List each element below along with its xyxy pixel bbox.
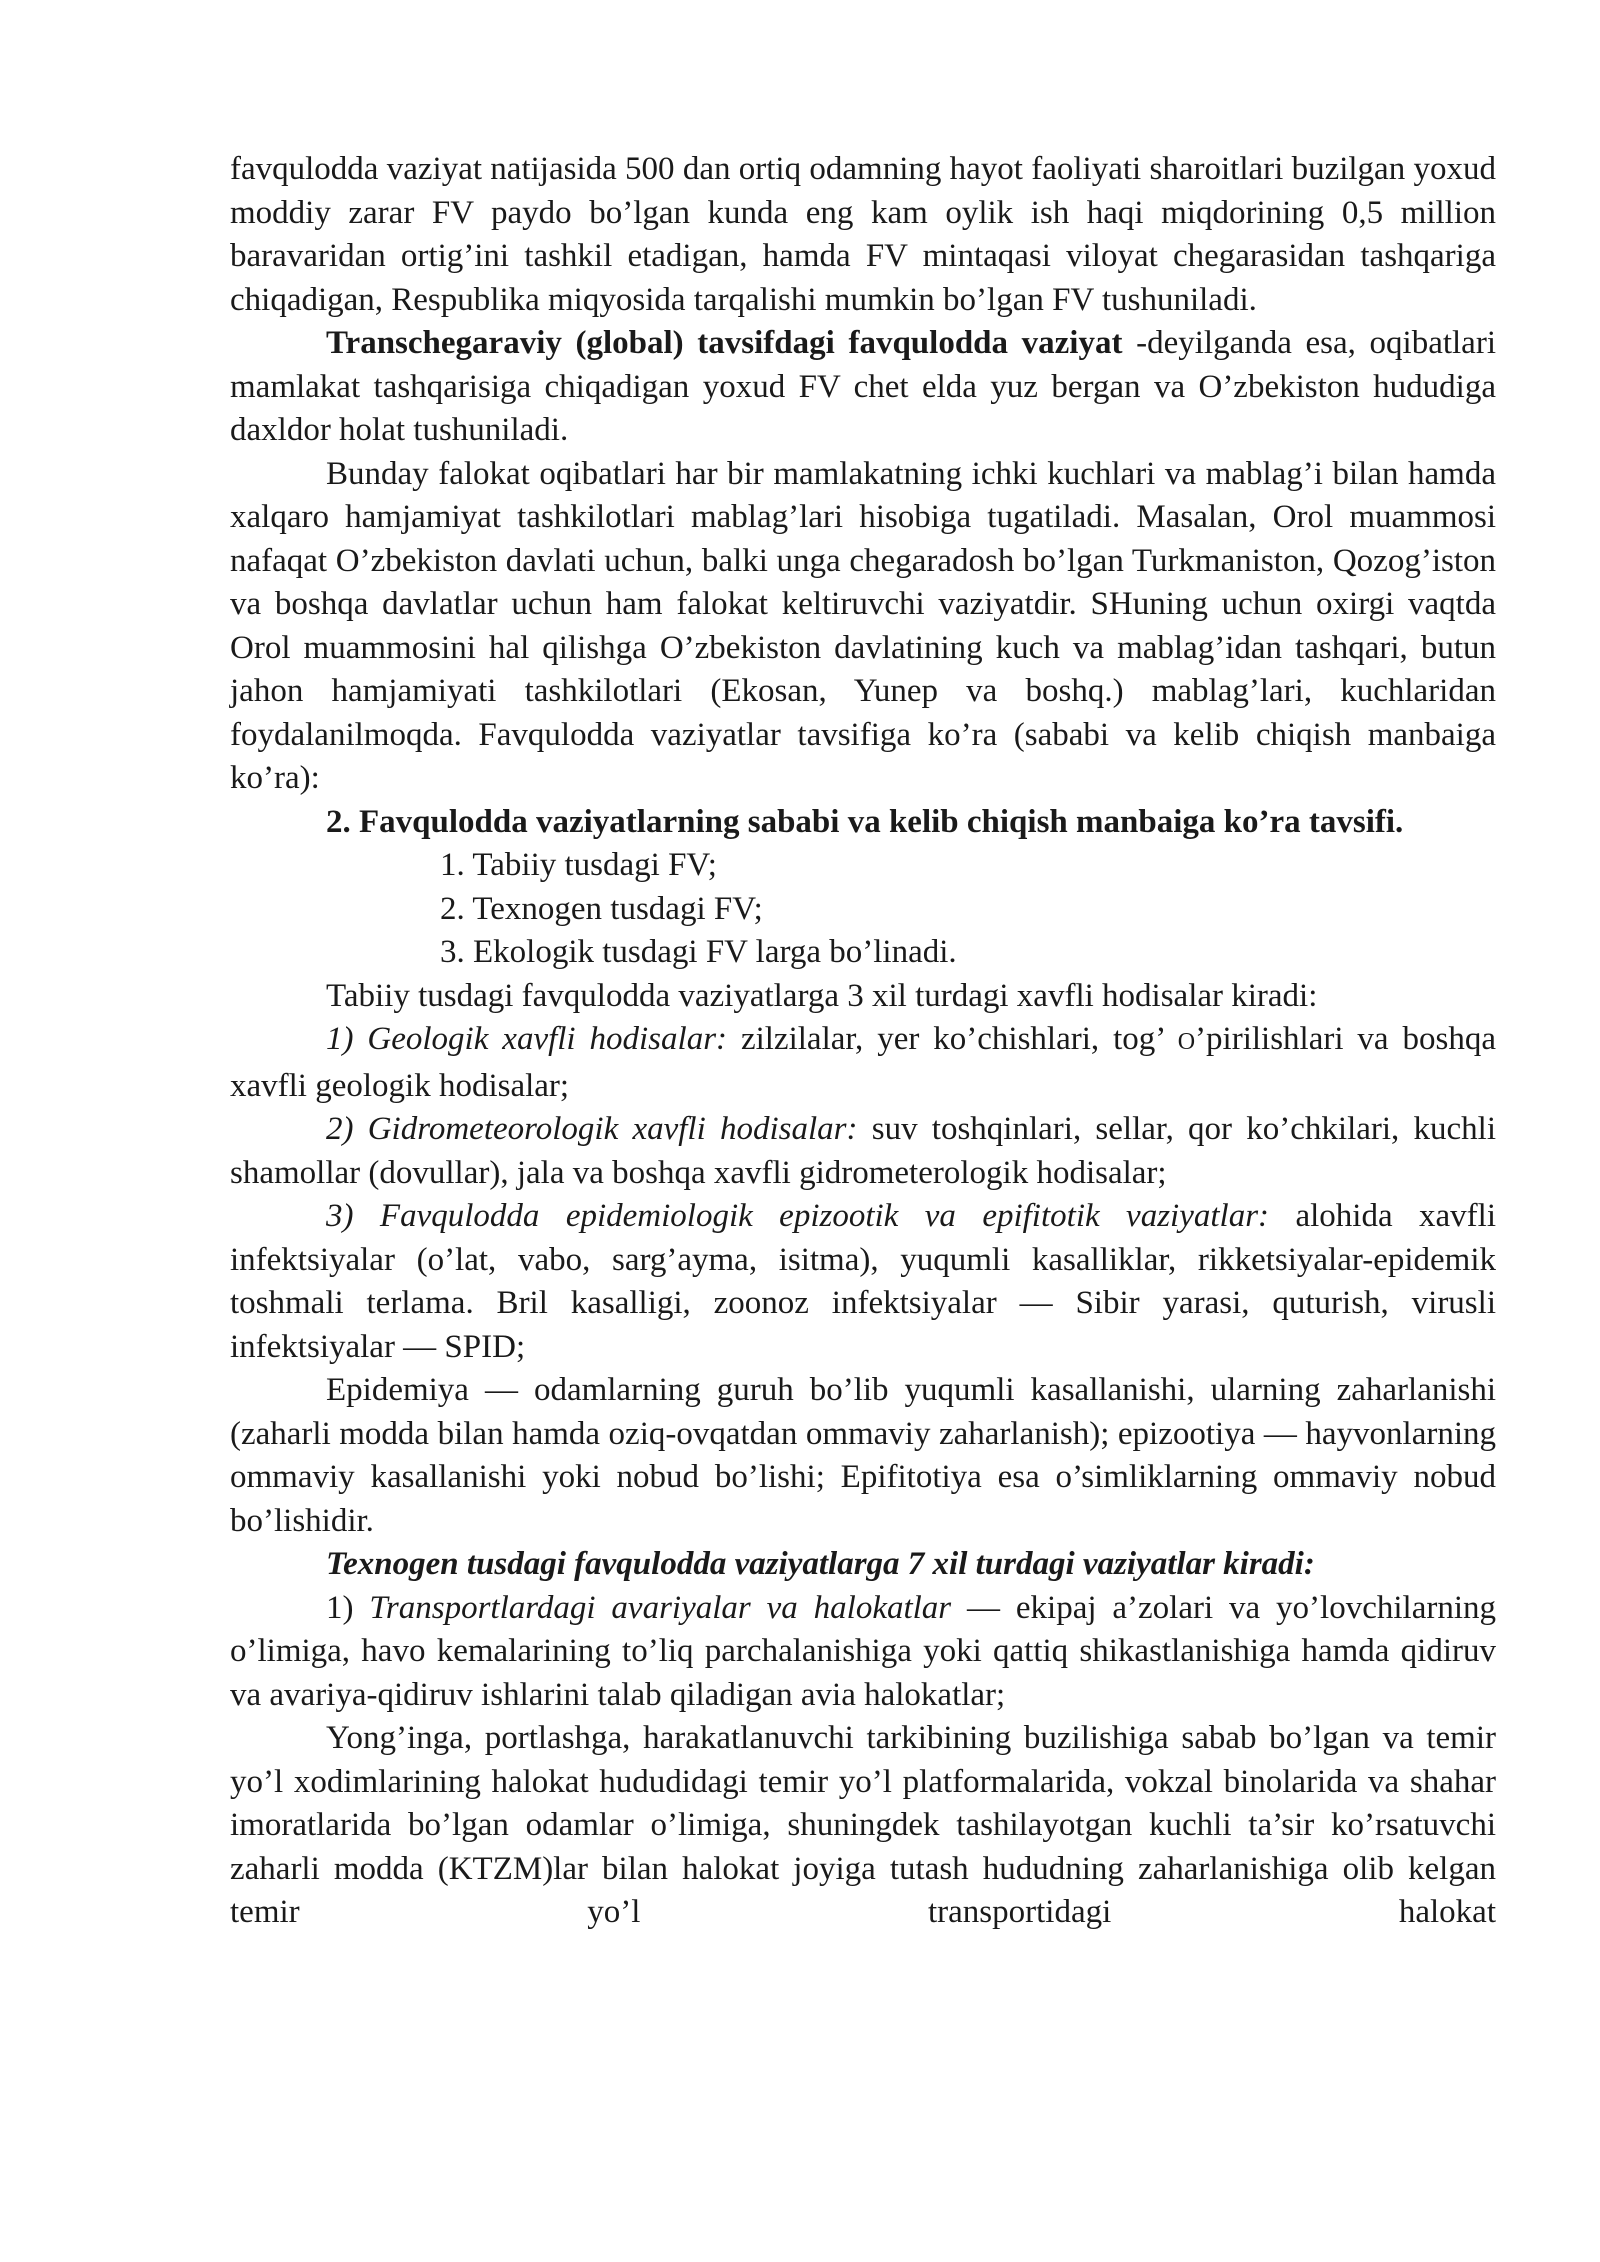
paragraph-4: Tabiiy tusdagi favqulodda vaziyatlarga 3 xil turdagi xavfli hodisalar kiradi: — [326, 977, 1318, 1014]
hydromet-hazards-label: 2) Gidrometeorologik xavfli hodisalar: — [326, 1111, 858, 1147]
paragraph-5-text-a: zilzilalar, yer ko’chishlari, tog’ — [727, 1021, 1178, 1057]
list-item: 3. Ekologik tusdagi FV larga bo’linadi. — [440, 934, 957, 970]
paragraph-5 — [230, 1018, 1496, 1108]
paragraph-2-text: -deyilganda esa, oqibatlari mamlakat tashqarisiga chiqadigan yoxud FV chet elda yuz bergan va O’zbekiston hududiga daxldor holat tushuniladi. — [230, 325, 1496, 448]
paragraph-5-text-b: ’pirilishlari va boshqa xavfli geologik hodisalar; — [230, 1021, 1496, 1104]
item-number: 1) — [326, 1589, 370, 1626]
epidemic-label: 3) Favqulodda epidemiologik epizootik va epifitotik vaziyatlar: — [326, 1198, 1270, 1234]
technogenic-heading: Texnogen tusdagi favqulodda vaziyatlarga 7 xil turdagi vaziyatlar kiradi: — [326, 1546, 1315, 1582]
paragraph-1: favqulodda vaziyat natijasida 500 dan ortiq odamning hayot faoliyati sharoitlari buzilgan yoxud moddiy zarar FV paydo bo’lgan kunda eng kam oylik ish haqi miqdorining 0,5 million baravaridan ortig’ini tashkil etadigan, hamda FV mintaqasi viloyat chegarasidan tashqariga chiqadigan, Respublika miqyosida tarqalishi mumkin bo’lgan FV tushuniladi. — [230, 151, 1496, 318]
list-item: 1. Tabiiy tusdagi FV; — [440, 847, 717, 883]
paragraph-2 — [230, 322, 1496, 453]
paragraph-10 — [230, 1587, 1496, 1718]
paragraph-10-text: — ekipaj a’zolari va yo’lovchilarning o’limiga, havo kemalarining to’liq parchalanishiga yoki qattiq shikastlanishiga hamda qidiruv va avariya-qidiruv ishlarini talab qiladigan avia halokatlar; — [230, 1589, 1496, 1713]
transport-accidents-label: Transportlardagi avariyalar va halokatlar — [369, 1589, 952, 1626]
paragraph-8: Epidemiya — odamlarning guruh bo’lib yuqumli kasallanishi, ularning zaharlanishi (zaharli modda bilan hamda oziq-ovqatdan ommaviy zaharlanish); epizootiya — hayvonlarning ommaviy kasallanishi yoki nobud bo’lishi; Epifitotiya esa o’simliklarning ommaviy nobud bo’lishidir. — [230, 1372, 1496, 1539]
paragraph-5-small-o: O — [1177, 1029, 1196, 1055]
term-transboundary: Transchegaraviy (global) tavsifdagi favqulodda vaziyat — [326, 325, 1123, 361]
geologic-hazards-label: 1) Geologik xavfli hodisalar: — [326, 1021, 728, 1057]
paragraph-6-text: suv toshqinlari, sellar, qor ko’chkilari, kuchli shamollar (dovullar), jala va boshqa xavfli gidrometerologik hodisalar; — [230, 1111, 1497, 1191]
classification-list — [230, 844, 1496, 975]
list-item: 2. Texnogen tusdagi FV; — [440, 890, 763, 927]
paragraph-11: Yong’inga, portlashga, harakatlanuvchi tarkibining buzilishiga sabab bo’lgan va temir yo’l xodimlarining halokat hududidagi temir yo’l platformalarida, vokzal binolarida va shahar imoratlarida bo’lgan odamlar o’limiga, shuningdek tashilayotgan kuchli ta’sir ko’rsatuvchi zaharli modda (KTZM)lar bilan halokat joyiga tutash hududning zaharlanishiga olib kelgan temir yo’l transportidagi halokat — [230, 1720, 1496, 1930]
document-page — [230, 148, 1496, 1935]
paragraph-7 — [230, 1195, 1496, 1369]
section-heading: 2. Favqulodda vaziyatlarning sababi va kelib chiqish manbaiga ko’ra tavsifi. — [326, 803, 1404, 840]
paragraph-3: Bunday falokat oqibatlari har bir mamlakatning ichki kuchlari va mablag’i bilan hamda xalqaro hamjamiyat tashkilotlari mablag’lari hisobiga tugatiladi. Masalan, Orol muammosi nafaqat O’zbekiston davlati uchun, balki unga chegaradosh bo’lgan Turkmaniston, Qozog’iston va boshqa davlatlar uchun ham falokat keltiruvchi vaziyatdir. SHuning uchun oxirgi vaqtda Orol muammosini hal qilishga O’zbekiston davlatining kuch va mablag’idan tashqari, butun jahon hamjamiyati tashkilotlari (Ekosan, Yunep va boshq.) mablag’lari, kuchlaridan foydalanilmoqda. Favqulodda vaziyatlar tavsifiga ko’ra (sababi va kelib chiqish manbaiga ko’ra): — [230, 455, 1496, 796]
paragraph-7-text: alohida xavfli infektsiyalar (o’lat, vabo, sarg’ayma, isitma), yuqumli kasalliklar, rikketsiyalar-epidemik toshmali terlama. Bril kasalligi, zoonoz infektsiyalar — Sibir yarasi, quturish, virusli infektsiyalar — SPID; — [230, 1198, 1496, 1365]
paragraph-6 — [230, 1108, 1496, 1195]
